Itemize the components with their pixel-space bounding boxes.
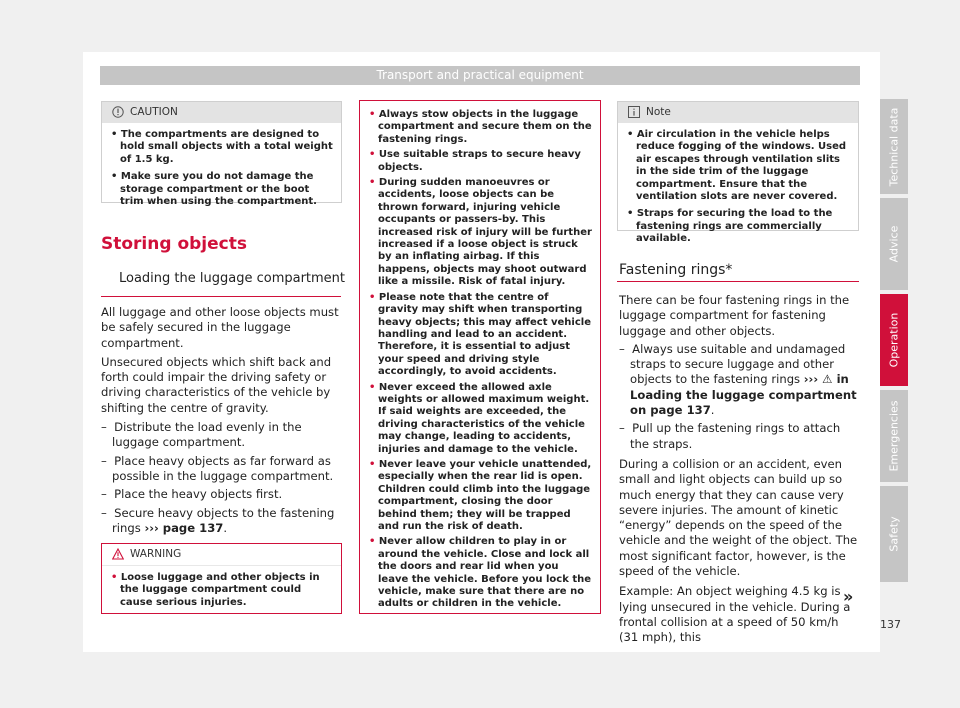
warning-triangle-icon [112,548,124,560]
note-item: • Straps for securing the load to the fastening rings are commercially available. [627,208,833,245]
paragraph: There can be four fastening rings in the luggage compartment for fastening luggage and other objects. [619,293,850,338]
info-icon [628,106,640,118]
fastening-rings-heading: Fastening rings* [619,262,733,278]
tab-emergencies[interactable]: Emergencies [880,390,908,482]
caution-item: • The compartments are designed to hold small objects with a total weight of 1.5 kg. [111,129,333,165]
warning-header [102,544,341,566]
fastening-divider [617,281,859,282]
note-title: Note [646,106,671,118]
note-header [618,102,858,123]
warning-item: • Use suitable straps to secure heavy objects. [369,149,581,173]
dash-item: – Distribute the load evenly in the luggage compartment. [101,420,302,450]
warning-item: • Always stow objects in the luggage compartment and secure them on the fastening rings. [369,109,592,145]
warning-item: • Loose luggage and other objects in the luggage compartment could cause serious injuries. [111,572,320,608]
paragraph: All luggage and other loose objects must be safely secured in the luggage compartment. [101,305,339,350]
page-reference-link[interactable]: ››› page 137 [144,520,224,535]
caution-box [101,101,342,208]
page-header: Transport and practical equipment [100,66,860,85]
left-body-text [101,305,341,536]
dash-item: – Place heavy objects as far forward as possible in the luggage compartment. [101,453,334,483]
section-divider [101,296,341,297]
section-subtitle: Loading the luggage compartment [119,271,346,286]
paragraph: During a collision or an accident, even small and light objects can build up so much energy that they can cause very severe injuries. The amount of kinetic “energy” depends on the speed of the vehicle and the weight of the object. The most significant factor, however, is the speed of the vehicle. [619,456,858,579]
section-title: Storing objects [101,234,247,254]
warning-box [101,543,342,614]
warning-item: • Never allow children to play in or around the vehicle. Close and lock all the doors and rear lid when you leave the vehicle. Before you lock the vehicle, make sure that there are no adults or children in the vehicle. [369,536,592,610]
paragraph: Example: An object weighing 4.5 kg is lying unsecured in the vehicle. During a frontal collision at a speed of 50 km/h (31 mph), this [619,584,851,645]
continue-marker: » [843,587,854,606]
note-body [618,123,858,246]
tab-operation[interactable]: Operation [880,294,908,386]
warning-item: • During sudden manoeuvres or accidents, loose objects can be thrown forward, injuring vehicle occupants or passers-by. This increased risk of injury will be further increased if a loose object is struck by an inflating airbag. If this happens, objects may shoot outward like a missile. Risk of fatal injury. [369,177,592,288]
warning-item: • Please note that the centre of gravity may shift when transporting heavy objects; this may affect vehicle handling and lead to an accident. Therefore, it is essential to adjust your speed and driving style accordingly, to avoid accidents. [369,291,591,378]
warning-continued-box [359,100,601,614]
dash-item: – Always use suitable and undamaged straps to secure luggage and other objects to the fastening rings ››› ⚠ in Loading the luggage compartment on page 137. [619,341,857,418]
warning-continued-body [360,101,600,611]
page-number: 137 [880,618,901,631]
dash-item: – Place the heavy objects first. [101,487,283,502]
warning-title: WARNING [130,548,182,560]
tab-advice[interactable]: Advice [880,198,908,290]
warning-reference-link[interactable]: ››› ⚠ in Loading the luggage compartment on page 137 [630,372,857,418]
note-box [617,101,859,245]
warning-body [102,566,341,609]
caution-title: CAUTION [130,106,178,118]
tab-technical-data[interactable]: Technical data [880,99,908,194]
caution-item: • Make sure you do not damage the storage compartment or the boot trim when using the compartment. [111,171,317,208]
caution-header [102,102,341,123]
tab-safety[interactable]: Safety [880,486,908,582]
fastening-body [619,293,860,646]
warning-item: • Never leave your vehicle unattended, especially when the rear lid is open. Children could climb into the luggage compartment, closing the door behind them; they will be trapped and run the risk of death. [369,458,592,532]
paragraph: Unsecured objects which shift back and forth could impair the driving safety or driving characteristics of the vehicle by shifting the centre of gravity. [101,354,332,415]
dash-item: – Secure heavy objects to the fastening rings ››› page 137. [101,505,335,535]
warning-item: • Never exceed the allowed axle weights or allowed maximum weight. If said weights are exceeded, the driving characteristics of the vehicle may change, leading to accidents, injuries and damage to the vehicle. [369,381,590,455]
note-item: • Air circulation in the vehicle helps reduce fogging of the windows. Used air escapes through ventilation slits in the side trim of the luggage compartment. Ensure that the ventilation slots are never covered. [627,129,847,203]
caution-icon [112,106,124,118]
dash-item: – Pull up the fastening rings to attach the straps. [619,421,841,451]
caution-body [102,123,341,208]
